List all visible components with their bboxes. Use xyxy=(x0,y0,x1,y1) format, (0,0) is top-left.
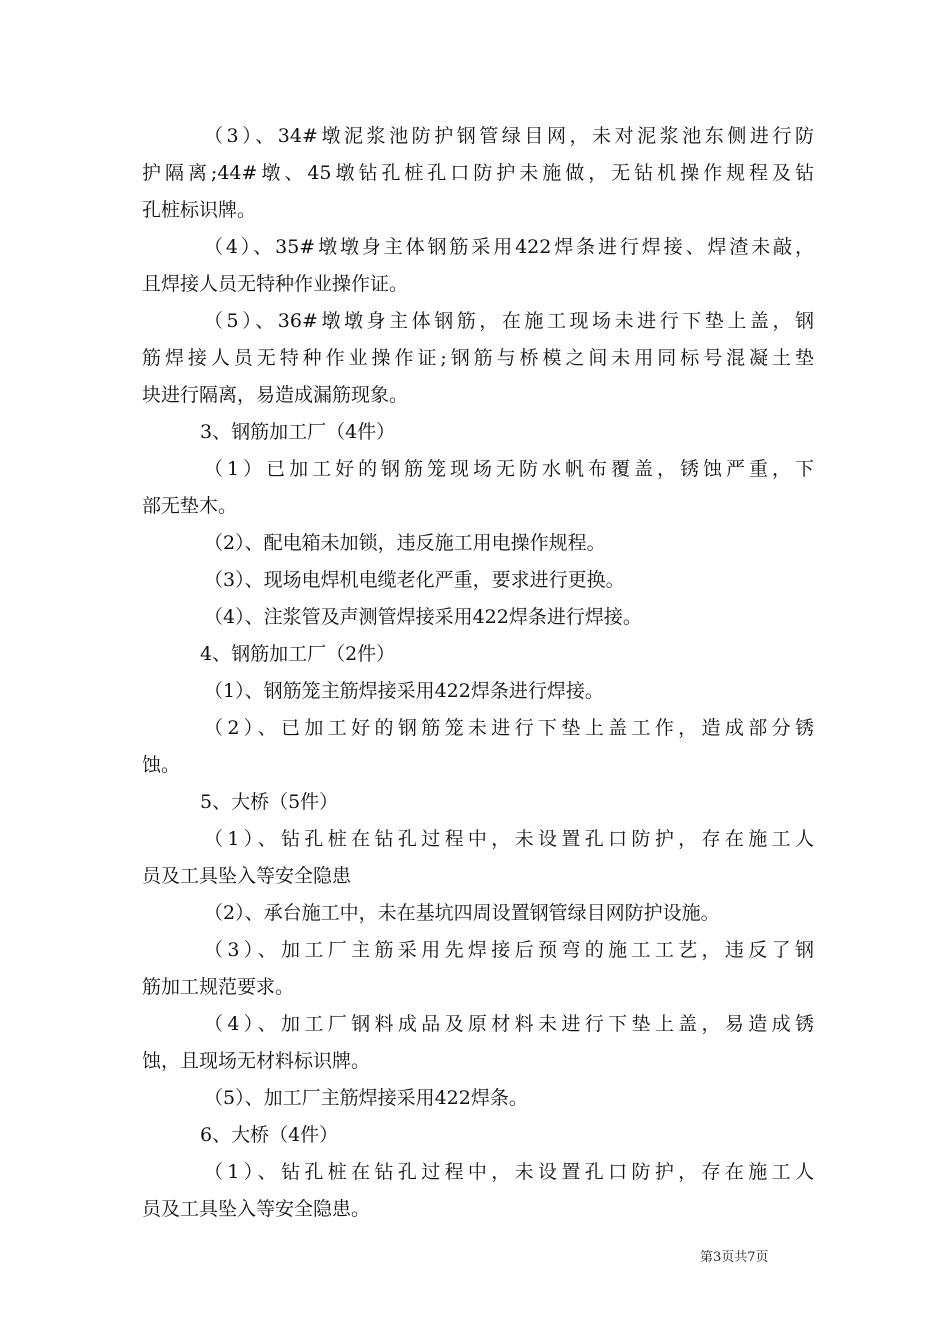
paragraph-line: 部无垫木。 xyxy=(142,495,238,517)
page-number-footer: 第3页共7页 xyxy=(700,1250,769,1265)
section-heading: 6、大桥（4件） xyxy=(200,1124,339,1146)
paragraph-line: 蚀，且现场无材料标识牌。 xyxy=(142,1050,371,1072)
paragraph-line: 且焊接人员无特种作业操作证。 xyxy=(142,273,409,295)
paragraph-line: （1）、钢筋笼主筋焊接采用422焊条进行焊接。 xyxy=(204,680,604,702)
paragraph-line: （1）、钻孔桩在钻孔过程中，未设置孔口防护，存在施工人 xyxy=(204,828,814,850)
paragraph-line: （3）、34#墩泥浆池防护钢管绿目网，未对泥浆池东侧进行防 xyxy=(204,125,814,147)
paragraph-line: （2）、配电箱未加锁，违反施工用电操作规程。 xyxy=(204,532,606,554)
paragraph-line: 护隔离;44#墩、45墩钻孔桩孔口防护未施做，无钻机操作规程及钻 xyxy=(142,162,814,184)
paragraph-line: 块进行隔离，易造成漏筋现象。 xyxy=(142,384,409,406)
section-heading: 5、大桥（5件） xyxy=(200,791,339,813)
paragraph-line: 员及工具坠入等安全隐患。 xyxy=(142,1198,371,1220)
paragraph-line: （4）、注浆管及声测管焊接采用422焊条进行焊接。 xyxy=(204,606,642,628)
paragraph-line: （3）、加工厂主筋采用先焊接后预弯的施工工艺，违反了钢 xyxy=(204,939,814,961)
paragraph-line: 孔桩标识牌。 xyxy=(142,199,257,221)
paragraph-line: （5）、加工厂主筋焊接采用422焊条。 xyxy=(204,1087,528,1109)
paragraph-line: （4）、35#墩墩身主体钢筋采用422焊条进行焊接、焊渣未敲， xyxy=(204,236,814,258)
section-heading: 4、钢筋加工厂（2件） xyxy=(200,643,396,665)
document-body xyxy=(142,118,814,1228)
paragraph-line: （1）、钻孔桩在钻孔过程中，未设置孔口防护，存在施工人 xyxy=(204,1161,814,1183)
section-heading: 3、钢筋加工厂（4件） xyxy=(200,421,396,443)
paragraph-line: 员及工具坠入等安全隐患 xyxy=(142,865,352,887)
paragraph-line: （3）、现场电焊机电缆老化严重，要求进行更换。 xyxy=(204,569,625,591)
paragraph-line: 筋焊接人员无特种作业操作证;钢筋与桥模之间未用同标号混凝土垫 xyxy=(142,347,814,369)
paragraph-line: （4）、加工厂钢料成品及原材料未进行下垫上盖，易造成锈 xyxy=(204,1013,814,1035)
paragraph-line: （1）已加工好的钢筋笼现场无防水帆布覆盖，锈蚀严重，下 xyxy=(204,458,814,480)
paragraph-line: 蚀。 xyxy=(142,754,181,776)
paragraph-line: （2）、承台施工中，未在基坑四周设置钢管绿目网防护设施。 xyxy=(204,902,720,924)
paragraph-line: 筋加工规范要求。 xyxy=(142,976,295,998)
paragraph-line: （2）、已加工好的钢筋笼未进行下垫上盖工作，造成部分锈 xyxy=(204,717,814,739)
paragraph-line: （5）、36#墩墩身主体钢筋，在施工现场未进行下垫上盖，钢 xyxy=(204,310,814,332)
